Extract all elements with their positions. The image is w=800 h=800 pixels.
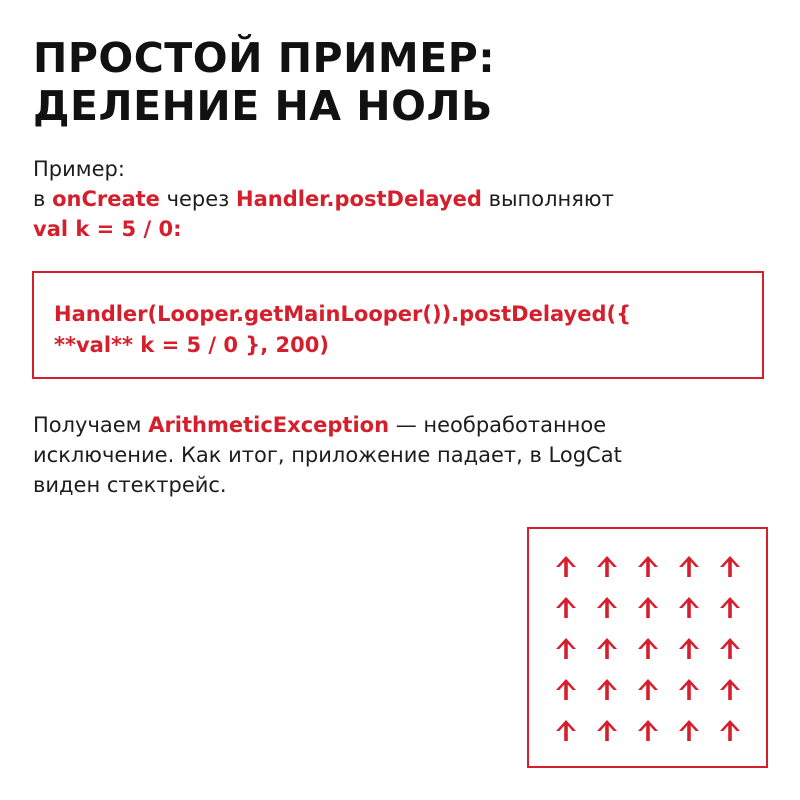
intro-line-2-prefix: в [33, 187, 53, 211]
highlight-handler-postdelayed: Handler.postDelayed [236, 187, 482, 211]
arrow-up-icon [545, 586, 586, 627]
highlight-arithmetic-exception: ArithmeticException [148, 413, 390, 437]
result-line-3: виден стектрейс. [33, 473, 227, 497]
arrow-up-icon [668, 668, 709, 709]
result-line-1-suffix: — необработанное [389, 413, 607, 437]
intro-line-2-mid: через [159, 187, 237, 211]
result-line-1 [33, 410, 622, 440]
code-line-2: **val** k = 5 / 0 }, 200) [54, 333, 329, 357]
arrow-up-icon [586, 586, 627, 627]
arrow-up-icon [709, 627, 750, 668]
arrow-up-icon [668, 545, 709, 586]
code-line-1: Handler(Looper.getMainLooper()).postDelayed({ [54, 302, 632, 326]
highlight-oncreate: onCreate [52, 187, 160, 211]
page-title [33, 34, 495, 130]
arrow-up-icon [627, 545, 668, 586]
result-line-2: исключение. Как итог, приложение падает, в LogCat [33, 443, 622, 467]
arrow-up-icon [627, 668, 668, 709]
arrow-up-icon [709, 586, 750, 627]
arrow-up-icon [668, 627, 709, 668]
arrow-up-icon [627, 627, 668, 668]
arrow-up-icon [545, 545, 586, 586]
arrow-up-icon [586, 627, 627, 668]
result-text [33, 410, 622, 500]
arrow-up-icon [545, 709, 586, 750]
arrow-up-icon [586, 709, 627, 750]
arrow-pattern-frame [527, 527, 768, 768]
intro-text [33, 154, 614, 244]
arrow-up-icon [586, 545, 627, 586]
arrow-up-icon [586, 668, 627, 709]
title-line-1: ПРОСТОЙ ПРИМЕР: [33, 34, 496, 82]
result-line-1-prefix: Получаем [33, 413, 149, 437]
arrow-up-icon [709, 545, 750, 586]
arrow-up-icon [668, 586, 709, 627]
title-line-2: ДЕЛЕНИЕ НА НОЛЬ [33, 82, 493, 130]
arrow-up-icon [668, 709, 709, 750]
intro-line-2-suffix: выполняют [481, 187, 614, 211]
arrow-up-icon [709, 668, 750, 709]
arrow-up-icon [627, 586, 668, 627]
arrow-up-icon [545, 668, 586, 709]
highlight-val-expression: val k = 5 / 0: [33, 217, 182, 241]
arrow-up-icon [545, 627, 586, 668]
arrow-up-icon [627, 709, 668, 750]
intro-line-2 [33, 184, 614, 214]
arrow-grid [545, 545, 750, 750]
intro-label: Пример: [33, 157, 125, 181]
arrow-up-icon [709, 709, 750, 750]
code-snippet [54, 299, 631, 361]
code-block [32, 271, 764, 379]
